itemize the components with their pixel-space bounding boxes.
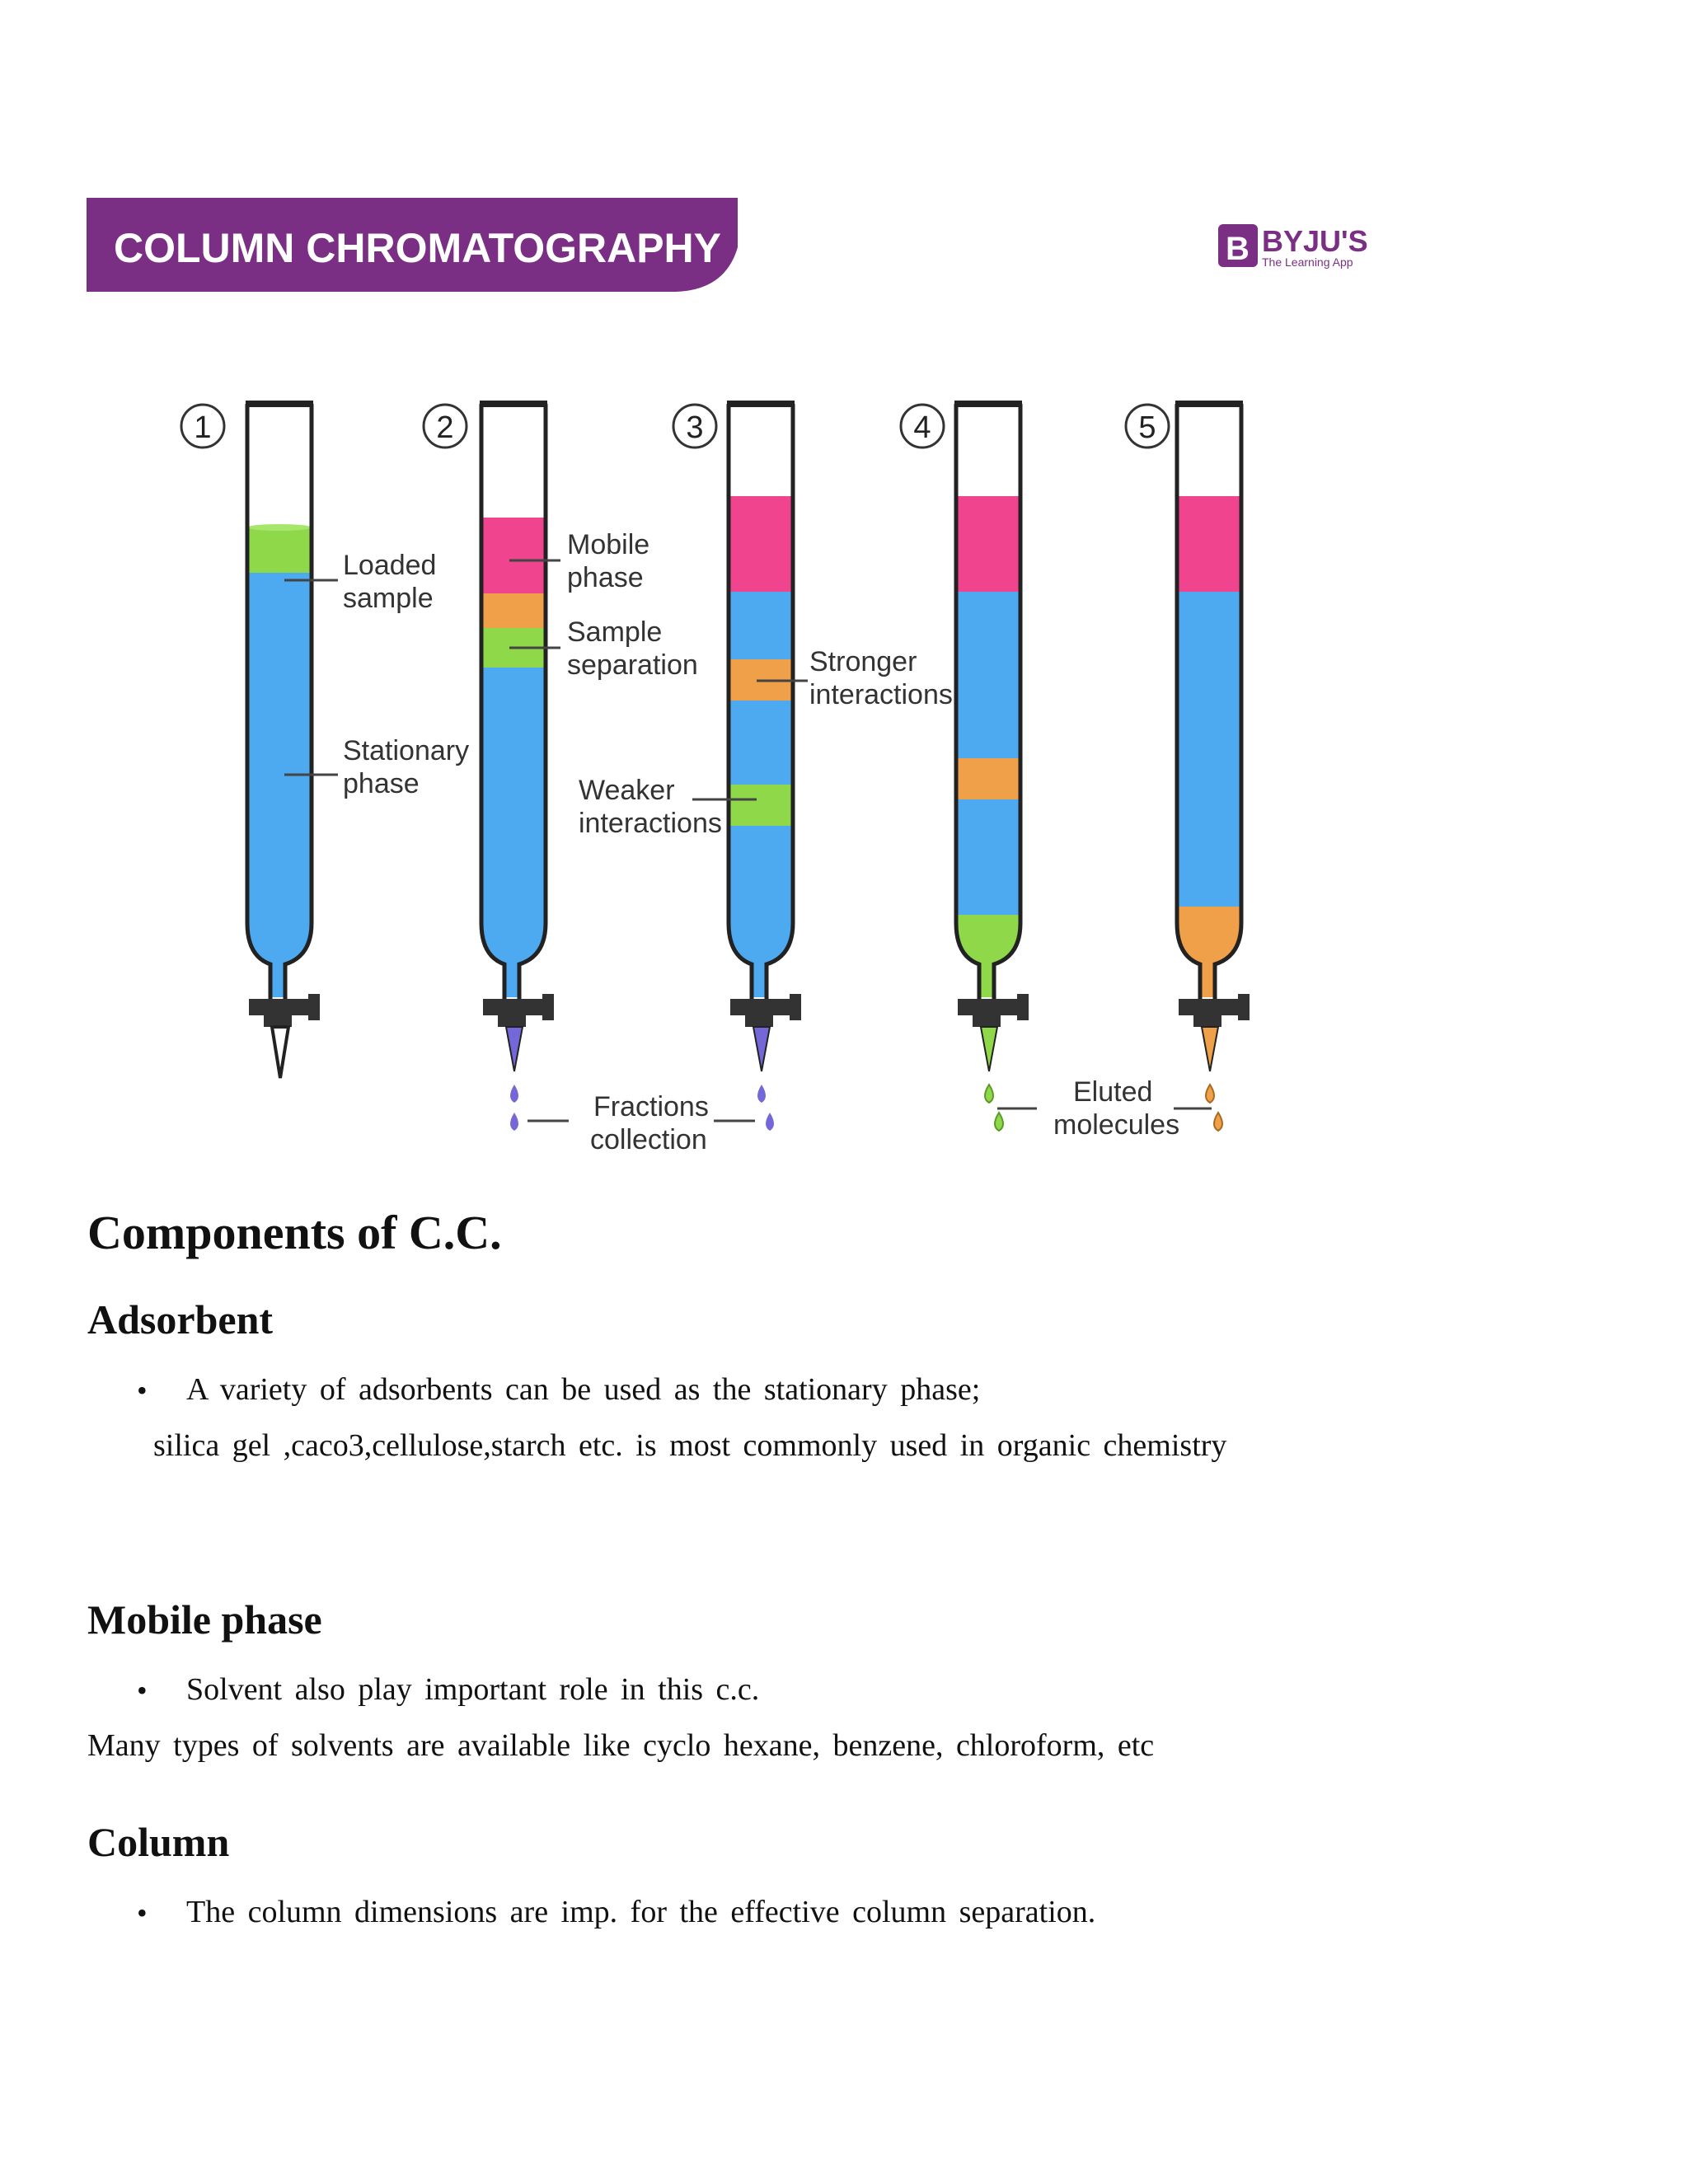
logo-tagline: The Learning App xyxy=(1262,255,1353,269)
column-3 xyxy=(727,404,801,1131)
column-bullet-text: The column dimensions are imp. for the effective column separation. xyxy=(186,1895,1096,1929)
label-stronger-interactions-2: interactions xyxy=(809,679,953,710)
svg-text:5: 5 xyxy=(1138,410,1156,445)
mobile-phase-4 xyxy=(956,496,1020,592)
svg-text:3: 3 xyxy=(686,410,704,445)
step-number-2 xyxy=(424,405,467,448)
mobile-phase-3 xyxy=(729,496,793,592)
bullet-mobile-phase: • xyxy=(137,1674,148,1707)
column-heading: Column xyxy=(87,1819,230,1865)
label-sample-separation-1: Sample xyxy=(567,616,663,648)
label-stationary-phase-1: Stationary xyxy=(343,735,470,766)
label-stationary-phase-2: phase xyxy=(343,768,420,799)
loaded-sample-band xyxy=(247,527,312,573)
byjus-logo xyxy=(1218,224,1368,269)
label-loaded-sample-1: Loaded xyxy=(343,550,437,581)
step-number-5 xyxy=(1126,405,1169,448)
column-4 xyxy=(954,404,1029,1131)
label-mobile-phase-1: Mobile xyxy=(567,529,650,560)
adsorbent-bullet-text: A variety of adsorbents can be used as the stationary phase; xyxy=(186,1372,981,1407)
label-mobile-phase-2: phase xyxy=(567,562,644,593)
label-weaker-interactions-2: interactions xyxy=(579,808,722,839)
label-weaker-interactions-1: Weaker xyxy=(579,775,675,806)
svg-text:4: 4 xyxy=(913,410,931,445)
mobile-phase-5 xyxy=(1177,496,1241,592)
components-heading: Components of C.C. xyxy=(87,1206,502,1259)
svg-text:1: 1 xyxy=(194,410,212,445)
mobile-phase-continuation: Many types of solvents are available like cyclo hexane, benzene, chloroform, etc xyxy=(87,1728,1155,1763)
mobile-phase-heading: Mobile phase xyxy=(87,1596,322,1643)
orange-drop xyxy=(1206,1085,1214,1103)
svg-text:2: 2 xyxy=(436,410,454,445)
step-number-1 xyxy=(181,405,224,448)
logo-letter: B xyxy=(1226,231,1250,267)
label-fractions-collection-1: Fractions xyxy=(593,1091,709,1122)
label-eluted-molecules-2: molecules xyxy=(1053,1109,1180,1141)
purple-drop xyxy=(510,1085,518,1103)
bullet-adsorbent: • xyxy=(137,1374,148,1407)
step-number-4 xyxy=(901,405,944,448)
column-5 xyxy=(1175,404,1250,1131)
label-eluted-molecules-1: Eluted xyxy=(1073,1076,1153,1108)
column-1 xyxy=(246,404,320,1078)
bullet-column: • xyxy=(137,1896,148,1929)
stationary-phase-1 xyxy=(247,573,312,997)
banner-title: COLUMN CHROMATOGRAPHY xyxy=(114,225,722,271)
logo-name: BYJU'S xyxy=(1262,224,1368,258)
step-number-3 xyxy=(673,405,716,448)
adsorbent-continuation: silica gel ,caco3,cellulose,starch etc. is most commonly used in organic chemistry xyxy=(153,1428,1227,1463)
label-loaded-sample-2: sample xyxy=(343,583,434,614)
label-fractions-collection-2: collection xyxy=(590,1124,707,1155)
adsorbent-heading: Adsorbent xyxy=(87,1296,274,1343)
column-2 xyxy=(480,404,554,1131)
mobile-phase-bullet-text: Solvent also play important role in this c.c. xyxy=(186,1672,760,1707)
green-drop xyxy=(985,1085,993,1103)
mobile-phase-2 xyxy=(481,518,546,593)
label-stronger-interactions-1: Stronger xyxy=(809,646,917,677)
stopcock-1 xyxy=(249,999,308,1015)
label-sample-separation-2: separation xyxy=(567,649,698,681)
